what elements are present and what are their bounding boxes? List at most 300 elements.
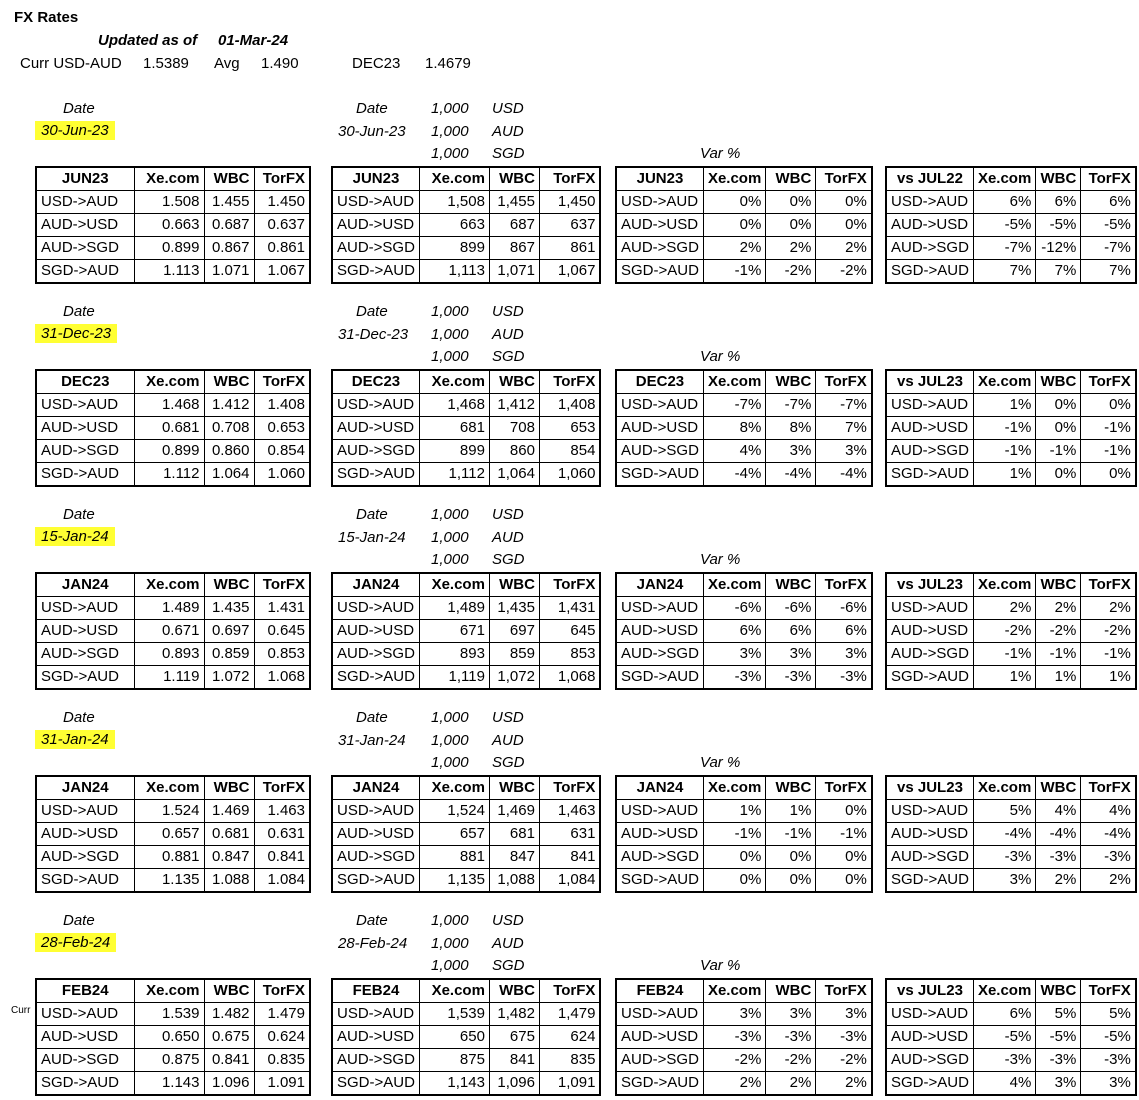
section-date-highlight: 31-Dec-23	[35, 324, 117, 343]
column-header: FEB24	[616, 979, 703, 1003]
table-cell: -1%	[816, 823, 872, 846]
column-header: JAN24	[36, 573, 134, 597]
table-cell: 681	[419, 417, 489, 440]
table-row	[332, 260, 600, 284]
currency-code: USD	[492, 506, 524, 523]
table-row	[36, 1049, 310, 1072]
column-header: TorFX	[254, 167, 310, 191]
table-cell: 2%	[703, 1072, 765, 1096]
date-label: Date	[63, 912, 95, 929]
section-date-highlight: 30-Jun-23	[35, 121, 115, 140]
table-cell: 1.450	[254, 191, 310, 214]
table-cell: 3%	[1081, 1072, 1136, 1096]
pair-label: USD->AUD	[616, 1003, 703, 1026]
table-cell: 0.899	[134, 440, 204, 463]
table-row	[36, 869, 310, 893]
table-cell: -1%	[1036, 643, 1081, 666]
pair-label: AUD->SGD	[36, 846, 134, 869]
table-row	[36, 214, 310, 237]
table-cell: 7%	[1036, 260, 1081, 284]
table-cell: 1%	[703, 800, 765, 823]
column-header: TorFX	[539, 979, 600, 1003]
avg-value: 1.490	[261, 55, 299, 72]
table-cell: 1.113	[134, 260, 204, 284]
table-cell: 1,067	[539, 260, 600, 284]
table-cell: -6%	[703, 597, 765, 620]
amount-value: 1,000	[431, 506, 469, 523]
table-row	[332, 394, 600, 417]
pair-label: AUD->USD	[332, 417, 419, 440]
table-cell: 1%	[766, 800, 816, 823]
table-header-row	[886, 370, 1136, 394]
column-header: JAN24	[616, 573, 703, 597]
pair-label: SGD->AUD	[36, 869, 134, 893]
column-header: FEB24	[36, 979, 134, 1003]
table-cell: -3%	[1036, 846, 1081, 869]
column-header: WBC	[489, 573, 539, 597]
column-header: WBC	[766, 573, 816, 597]
table-row	[36, 394, 310, 417]
table-cell: -5%	[973, 214, 1035, 237]
table-row	[616, 260, 872, 284]
table-header-row	[886, 573, 1136, 597]
table-row	[36, 260, 310, 284]
table-row	[36, 191, 310, 214]
table-cell: 854	[539, 440, 600, 463]
section-date: 15-Jan-24	[338, 529, 406, 546]
table-cell: -3%	[703, 666, 765, 690]
table-cell: 1.479	[254, 1003, 310, 1026]
pair-label: AUD->SGD	[332, 643, 419, 666]
pair-label: AUD->USD	[616, 823, 703, 846]
table-cell: 0.624	[254, 1026, 310, 1049]
table-cell: -7%	[703, 394, 765, 417]
currency-code: SGD	[492, 957, 525, 974]
table-cell: 0%	[1036, 417, 1081, 440]
table-cell: 653	[539, 417, 600, 440]
table-cell: 0%	[816, 214, 872, 237]
table-cell: 0.854	[254, 440, 310, 463]
table-cell: 0.645	[254, 620, 310, 643]
amount-value: 1,000	[431, 122, 469, 140]
column-header: Xe.com	[134, 167, 204, 191]
table-cell: 859	[489, 643, 539, 666]
pair-label: USD->AUD	[36, 800, 134, 823]
table-cell: 0%	[1081, 394, 1136, 417]
table-header-row	[36, 370, 310, 394]
amount-value: 1,000	[431, 754, 469, 771]
table-row	[36, 1026, 310, 1049]
column-header: Xe.com	[134, 776, 204, 800]
table-row	[332, 846, 600, 869]
column-header: WBC	[489, 979, 539, 1003]
table-cell: 0.631	[254, 823, 310, 846]
pair-label: AUD->SGD	[616, 1049, 703, 1072]
table-row	[36, 620, 310, 643]
column-header: Xe.com	[973, 370, 1035, 394]
table-cell: 1,450	[539, 191, 600, 214]
column-header: WBC	[1036, 167, 1081, 191]
table-cell: 835	[539, 1049, 600, 1072]
column-header: JAN24	[332, 776, 419, 800]
table-cell: 675	[489, 1026, 539, 1049]
column-header: TorFX	[539, 573, 600, 597]
pair-label: AUD->SGD	[886, 1049, 973, 1072]
table-header-row	[616, 573, 872, 597]
pair-label: AUD->SGD	[886, 846, 973, 869]
pair-label: AUD->SGD	[616, 846, 703, 869]
table-row	[886, 214, 1136, 237]
column-header: Xe.com	[703, 167, 765, 191]
fx-var-table	[615, 166, 873, 284]
currency-code: AUD	[492, 731, 524, 749]
column-header: TorFX	[539, 370, 600, 394]
pair-label: SGD->AUD	[332, 260, 419, 284]
table-cell: 3%	[703, 643, 765, 666]
table-cell: 1.435	[204, 597, 254, 620]
amount-value: 1,000	[431, 348, 469, 365]
currency-code: USD	[492, 100, 524, 117]
table-cell: 1,524	[419, 800, 489, 823]
table-cell: -4%	[1081, 823, 1136, 846]
table-cell: 1,431	[539, 597, 600, 620]
table-cell: -1%	[1081, 417, 1136, 440]
pair-label: AUD->USD	[332, 823, 419, 846]
pair-label: AUD->SGD	[36, 643, 134, 666]
table-cell: 2%	[1036, 869, 1081, 893]
fx-amounts-table	[331, 166, 601, 284]
date-label: Date	[356, 303, 388, 320]
table-cell: 1.064	[204, 463, 254, 487]
column-header: WBC	[489, 370, 539, 394]
column-header: vs JUL23	[886, 776, 973, 800]
table-cell: 1,489	[419, 597, 489, 620]
table-row	[332, 463, 600, 487]
table-row	[616, 1072, 872, 1096]
pair-label: SGD->AUD	[616, 1072, 703, 1096]
table-header-row	[616, 979, 872, 1003]
table-cell: 3%	[703, 1003, 765, 1026]
pair-label: AUD->USD	[332, 214, 419, 237]
table-cell: 1.469	[204, 800, 254, 823]
table-cell: -12%	[1036, 237, 1081, 260]
column-header: WBC	[1036, 370, 1081, 394]
column-header: WBC	[1036, 979, 1081, 1003]
curr-usd-aud-label: Curr USD-AUD	[20, 55, 122, 72]
amount-value: 1,000	[431, 957, 469, 974]
column-header: JAN24	[36, 776, 134, 800]
table-row	[616, 440, 872, 463]
column-header: JUN23	[332, 167, 419, 191]
pair-label: AUD->SGD	[36, 1049, 134, 1072]
table-row	[332, 417, 600, 440]
table-cell: 1,068	[539, 666, 600, 690]
table-cell: 681	[489, 823, 539, 846]
table-row	[36, 1003, 310, 1026]
column-header: Xe.com	[973, 979, 1035, 1003]
column-header: WBC	[489, 167, 539, 191]
table-cell: -5%	[973, 1026, 1035, 1049]
pair-label: AUD->SGD	[886, 237, 973, 260]
fx-var-table	[615, 572, 873, 690]
pair-label: AUD->USD	[616, 620, 703, 643]
table-cell: -1%	[703, 260, 765, 284]
pair-label: AUD->SGD	[332, 1049, 419, 1072]
column-header: WBC	[1036, 776, 1081, 800]
table-cell: 1.408	[254, 394, 310, 417]
table-cell: 1.072	[204, 666, 254, 690]
pair-label: AUD->USD	[332, 1026, 419, 1049]
table-cell: 1,143	[419, 1072, 489, 1096]
table-cell: 1,469	[489, 800, 539, 823]
table-cell: 0.847	[204, 846, 254, 869]
table-cell: 2%	[816, 1072, 872, 1096]
table-cell: 1,408	[539, 394, 600, 417]
table-cell: -6%	[816, 597, 872, 620]
table-cell: 657	[419, 823, 489, 846]
column-header: WBC	[766, 776, 816, 800]
table-cell: 1,455	[489, 191, 539, 214]
pair-label: SGD->AUD	[616, 869, 703, 893]
table-row	[332, 191, 600, 214]
table-cell: 1.084	[254, 869, 310, 893]
fx-vs-table	[885, 369, 1137, 487]
table-cell: -5%	[1036, 1026, 1081, 1049]
table-row	[886, 237, 1136, 260]
table-cell: -1%	[973, 440, 1035, 463]
column-header: vs JUL23	[886, 573, 973, 597]
table-cell: -2%	[1081, 620, 1136, 643]
pair-label: USD->AUD	[886, 1003, 973, 1026]
pair-label: AUD->SGD	[332, 237, 419, 260]
table-cell: 671	[419, 620, 489, 643]
table-cell: -3%	[1036, 1049, 1081, 1072]
table-header-row	[332, 167, 600, 191]
table-cell: 2%	[1036, 597, 1081, 620]
column-header: TorFX	[816, 776, 872, 800]
table-row	[886, 869, 1136, 893]
table-row	[36, 1072, 310, 1096]
table-row	[36, 666, 310, 690]
table-cell: 0.657	[134, 823, 204, 846]
table-row	[332, 1026, 600, 1049]
table-cell: 5%	[1081, 1003, 1136, 1026]
column-header: DEC23	[36, 370, 134, 394]
column-header: vs JUL23	[886, 370, 973, 394]
table-header-row	[616, 370, 872, 394]
table-cell: 6%	[973, 191, 1035, 214]
pair-label: SGD->AUD	[332, 869, 419, 893]
table-cell: 899	[419, 440, 489, 463]
date-label: Date	[63, 303, 95, 320]
table-cell: -3%	[766, 666, 816, 690]
amount-value: 1,000	[431, 100, 469, 117]
column-header: Xe.com	[419, 776, 489, 800]
pair-label: SGD->AUD	[886, 1072, 973, 1096]
column-header: JAN24	[616, 776, 703, 800]
table-cell: 2%	[766, 1072, 816, 1096]
table-cell: 3%	[766, 440, 816, 463]
pair-label: USD->AUD	[36, 1003, 134, 1026]
table-cell: 1,060	[539, 463, 600, 487]
table-cell: 663	[419, 214, 489, 237]
amount-value: 1,000	[431, 551, 469, 568]
table-row	[616, 191, 872, 214]
pair-label: AUD->USD	[886, 620, 973, 643]
table-cell: 0.650	[134, 1026, 204, 1049]
table-row	[886, 1003, 1136, 1026]
column-header: TorFX	[1081, 573, 1136, 597]
table-cell: -3%	[1081, 846, 1136, 869]
table-cell: 0.653	[254, 417, 310, 440]
table-row	[36, 417, 310, 440]
pair-label: AUD->SGD	[886, 440, 973, 463]
table-cell: -6%	[766, 597, 816, 620]
table-row	[886, 823, 1136, 846]
pair-label: AUD->USD	[886, 214, 973, 237]
table-cell: 1,091	[539, 1072, 600, 1096]
column-header: Xe.com	[134, 979, 204, 1003]
table-row	[886, 260, 1136, 284]
table-cell: -2%	[973, 620, 1035, 643]
table-cell: 0%	[1036, 394, 1081, 417]
table-cell: -2%	[766, 1049, 816, 1072]
table-cell: 0.671	[134, 620, 204, 643]
pair-label: USD->AUD	[886, 597, 973, 620]
table-cell: 1,071	[489, 260, 539, 284]
table-cell: -2%	[1036, 620, 1081, 643]
table-cell: 0%	[816, 846, 872, 869]
column-header: WBC	[1036, 573, 1081, 597]
updated-date: 01-Mar-24	[218, 32, 289, 49]
table-cell: 6%	[766, 620, 816, 643]
table-row	[886, 394, 1136, 417]
table-cell: -7%	[816, 394, 872, 417]
table-cell: 1%	[973, 666, 1035, 690]
table-cell: 1%	[973, 463, 1035, 487]
pair-label: SGD->AUD	[886, 463, 973, 487]
table-cell: 0.663	[134, 214, 204, 237]
pair-label: AUD->USD	[616, 1026, 703, 1049]
table-cell: 0%	[766, 191, 816, 214]
table-cell: -1%	[973, 643, 1035, 666]
currency-code: AUD	[492, 325, 524, 343]
table-row	[332, 1049, 600, 1072]
table-row	[36, 800, 310, 823]
date-label: Date	[356, 100, 388, 117]
table-cell: -1%	[1081, 643, 1136, 666]
date-label: Date	[356, 506, 388, 523]
section-date-highlight: 15-Jan-24	[35, 527, 115, 546]
table-cell: -4%	[703, 463, 765, 487]
pair-label: USD->AUD	[616, 800, 703, 823]
pair-label: AUD->SGD	[332, 846, 419, 869]
column-header: TorFX	[816, 370, 872, 394]
table-cell: -2%	[703, 1049, 765, 1072]
pair-label: USD->AUD	[332, 1003, 419, 1026]
table-cell: 1,072	[489, 666, 539, 690]
pair-label: SGD->AUD	[886, 666, 973, 690]
table-cell: 1,479	[539, 1003, 600, 1026]
table-row	[616, 1003, 872, 1026]
table-cell: 2%	[973, 597, 1035, 620]
table-row	[886, 440, 1136, 463]
table-row	[36, 823, 310, 846]
avg-label: Avg	[214, 55, 240, 72]
table-cell: 1.412	[204, 394, 254, 417]
pair-label: AUD->USD	[36, 620, 134, 643]
pair-label: USD->AUD	[332, 597, 419, 620]
pair-label: USD->AUD	[332, 191, 419, 214]
column-header: TorFX	[1081, 370, 1136, 394]
table-cell: -3%	[816, 1026, 872, 1049]
currency-code: USD	[492, 912, 524, 929]
table-cell: 6%	[1081, 191, 1136, 214]
fx-vs-table	[885, 775, 1137, 893]
column-header: Xe.com	[703, 370, 765, 394]
table-cell: 7%	[1081, 260, 1136, 284]
currency-code: AUD	[492, 528, 524, 546]
column-header: Xe.com	[134, 573, 204, 597]
table-cell: 1,435	[489, 597, 539, 620]
table-cell: 1.119	[134, 666, 204, 690]
table-cell: 0.861	[254, 237, 310, 260]
table-row	[616, 597, 872, 620]
column-header: Xe.com	[973, 167, 1035, 191]
table-row	[616, 620, 872, 643]
table-cell: -4%	[766, 463, 816, 487]
table-row	[332, 823, 600, 846]
table-cell: 4%	[1081, 800, 1136, 823]
table-cell: 1,064	[489, 463, 539, 487]
table-cell: 1.091	[254, 1072, 310, 1096]
column-header: Xe.com	[134, 370, 204, 394]
table-cell: 0.867	[204, 237, 254, 260]
column-header: TorFX	[816, 979, 872, 1003]
pair-label: AUD->USD	[886, 823, 973, 846]
table-cell: 0.841	[204, 1049, 254, 1072]
table-header-row	[36, 167, 310, 191]
column-header: DEC23	[616, 370, 703, 394]
date-label: Date	[356, 709, 388, 726]
table-cell: 1.455	[204, 191, 254, 214]
table-cell: 0%	[703, 846, 765, 869]
table-cell: 1.143	[134, 1072, 204, 1096]
table-cell: 893	[419, 643, 489, 666]
date-label: Date	[63, 100, 95, 117]
table-cell: 0%	[766, 869, 816, 893]
section-date: 30-Jun-23	[338, 123, 406, 140]
fx-rates-table	[35, 978, 311, 1096]
table-cell: -3%	[766, 1026, 816, 1049]
pair-label: SGD->AUD	[332, 1072, 419, 1096]
table-cell: -2%	[766, 260, 816, 284]
var-percent-label: Var %	[700, 551, 741, 568]
pair-label: SGD->AUD	[36, 260, 134, 284]
table-cell: 0%	[1081, 463, 1136, 487]
date-label: Date	[63, 506, 95, 523]
pair-label: SGD->AUD	[886, 260, 973, 284]
pair-label: AUD->SGD	[36, 440, 134, 463]
table-cell: 875	[419, 1049, 489, 1072]
table-cell: 1.482	[204, 1003, 254, 1026]
table-cell: -5%	[1081, 1026, 1136, 1049]
table-row	[616, 1026, 872, 1049]
pair-label: USD->AUD	[36, 191, 134, 214]
pair-label: AUD->SGD	[616, 237, 703, 260]
fx-amounts-table	[331, 978, 601, 1096]
table-cell: 1.112	[134, 463, 204, 487]
